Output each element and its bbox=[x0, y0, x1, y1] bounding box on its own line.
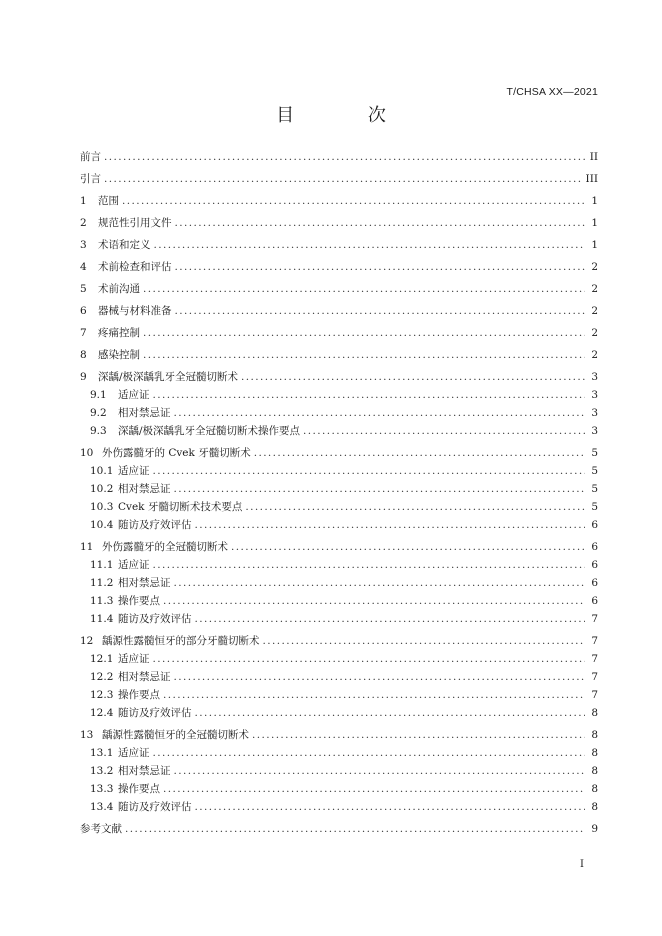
toc-entry-label bbox=[90, 592, 160, 610]
toc-entry-title: 术前沟通 bbox=[98, 283, 140, 295]
toc-entry-number: 9.3 bbox=[90, 425, 107, 437]
toc-entry-label bbox=[80, 538, 228, 556]
toc-entry-page: 5 bbox=[591, 501, 598, 513]
toc-entry-title: 随访及疗效评估 bbox=[118, 707, 192, 719]
toc-entry-title: 术前检查和评估 bbox=[98, 261, 172, 273]
toc-entry-label bbox=[80, 302, 172, 320]
toc-entry-page: 8 bbox=[591, 747, 598, 759]
toc-entry[interactable] bbox=[80, 258, 598, 276]
toc-entry-title: 外伤露髓牙的全冠髓切断术 bbox=[102, 541, 228, 553]
toc-entry-page: 2 bbox=[591, 283, 598, 295]
toc-entry[interactable] bbox=[80, 574, 598, 592]
toc-entry-label bbox=[80, 444, 251, 462]
toc-entry[interactable] bbox=[80, 192, 598, 210]
table-of-contents bbox=[80, 148, 598, 838]
toc-entry-title: 龋源性露髓恒牙的部分牙髓切断术 bbox=[102, 635, 260, 647]
toc-entry-label bbox=[80, 820, 122, 838]
toc-entry-page: 8 bbox=[591, 801, 598, 813]
toc-entry-label bbox=[90, 404, 171, 422]
toc-entry-page: 7 bbox=[591, 653, 598, 665]
toc-entry-label bbox=[80, 214, 172, 232]
toc-entry-label bbox=[80, 726, 249, 744]
toc-entry-page: 3 bbox=[591, 425, 598, 437]
toc-entry[interactable] bbox=[80, 236, 598, 254]
dot-leader bbox=[195, 610, 586, 628]
toc-entry-number: 12.1 bbox=[90, 653, 114, 665]
toc-entry-title: 龋源性露髓恒牙的全冠髓切断术 bbox=[102, 729, 249, 741]
toc-entry-page: 5 bbox=[591, 465, 598, 477]
toc-entry-label bbox=[80, 236, 151, 254]
dot-leader bbox=[163, 780, 585, 798]
dot-leader bbox=[153, 462, 586, 480]
page-title: 目 次 bbox=[276, 105, 420, 126]
toc-entry[interactable] bbox=[80, 556, 598, 574]
toc-entry-number: 13.2 bbox=[90, 765, 114, 777]
toc-entry[interactable] bbox=[80, 170, 598, 188]
toc-entry[interactable] bbox=[80, 516, 598, 534]
toc-entry-label bbox=[90, 650, 150, 668]
dot-leader bbox=[195, 516, 586, 534]
toc-entry-title: 术语和定义 bbox=[98, 239, 151, 251]
toc-entry-page: III bbox=[585, 173, 598, 185]
toc-entry-title: 相对禁忌证 bbox=[118, 407, 171, 419]
toc-entry[interactable] bbox=[80, 762, 598, 780]
toc-entry-title: 适应证 bbox=[118, 389, 150, 401]
dot-leader bbox=[163, 592, 585, 610]
dot-leader bbox=[241, 368, 585, 386]
toc-entry-number: 11.4 bbox=[90, 613, 114, 625]
toc-entry-number: 2 bbox=[80, 217, 87, 229]
toc-entry[interactable] bbox=[80, 704, 598, 722]
toc-entry-page: 1 bbox=[591, 239, 598, 251]
toc-entry-number: 10.3 bbox=[90, 501, 114, 513]
toc-entry[interactable] bbox=[80, 368, 598, 386]
dot-leader bbox=[263, 632, 586, 650]
toc-entry[interactable] bbox=[80, 686, 598, 704]
toc-entry-number: 9.1 bbox=[90, 389, 107, 401]
toc-entry[interactable] bbox=[80, 480, 598, 498]
toc-entry-page: 3 bbox=[591, 407, 598, 419]
dot-leader bbox=[153, 744, 586, 762]
toc-entry-title: 深龋/极深龋乳牙全冠髓切断术操作要点 bbox=[118, 425, 301, 437]
toc-entry-title: Cvek 牙髓切断术技术要点 bbox=[118, 501, 243, 513]
toc-entry-page: 7 bbox=[591, 635, 598, 647]
toc-entry-page: 5 bbox=[591, 483, 598, 495]
toc-entry-title: 相对禁忌证 bbox=[118, 671, 171, 683]
toc-entry-number: 10.4 bbox=[90, 519, 114, 531]
toc-entry-number: 9.2 bbox=[90, 407, 107, 419]
toc-entry[interactable] bbox=[80, 820, 598, 838]
dot-leader bbox=[153, 650, 586, 668]
toc-entry[interactable] bbox=[80, 214, 598, 232]
toc-entry-page: 6 bbox=[591, 559, 598, 571]
toc-entry-title: 随访及疗效评估 bbox=[118, 519, 192, 531]
toc-entry-label bbox=[90, 744, 150, 762]
toc-entry-title: 疼痛控制 bbox=[98, 327, 140, 339]
toc-entry-label bbox=[90, 780, 160, 798]
dot-leader bbox=[154, 236, 586, 254]
toc-entry-title: 操作要点 bbox=[118, 595, 160, 607]
toc-entry-number: 4 bbox=[80, 261, 87, 273]
toc-entry-title: 适应证 bbox=[118, 653, 150, 665]
toc-entry-number: 5 bbox=[80, 283, 87, 295]
toc-entry-title: 适应证 bbox=[118, 465, 150, 477]
toc-entry[interactable] bbox=[80, 324, 598, 342]
toc-entry-label bbox=[90, 480, 171, 498]
toc-entry[interactable] bbox=[80, 404, 598, 422]
toc-entry-title: 相对禁忌证 bbox=[118, 577, 171, 589]
dot-leader bbox=[175, 302, 586, 320]
toc-entry-label bbox=[80, 632, 260, 650]
toc-entry-page: II bbox=[589, 151, 598, 163]
toc-entry-page: 7 bbox=[591, 613, 598, 625]
toc-entry[interactable] bbox=[80, 632, 598, 650]
toc-entry[interactable] bbox=[80, 650, 598, 668]
toc-entry-page: 2 bbox=[591, 327, 598, 339]
toc-entry-label bbox=[90, 498, 242, 516]
toc-entry[interactable] bbox=[80, 346, 598, 364]
toc-entry[interactable] bbox=[80, 726, 598, 744]
toc-entry[interactable] bbox=[80, 422, 598, 440]
dot-leader bbox=[143, 324, 585, 342]
toc-entry-page: 7 bbox=[591, 689, 598, 701]
dot-leader bbox=[174, 404, 586, 422]
toc-entry-number: 11.3 bbox=[90, 595, 114, 607]
toc-entry-number: 11.1 bbox=[90, 559, 114, 571]
toc-entry-label bbox=[90, 704, 192, 722]
dot-leader bbox=[231, 538, 585, 556]
dot-leader bbox=[143, 346, 585, 364]
toc-entry-title: 操作要点 bbox=[118, 689, 160, 701]
toc-entry[interactable] bbox=[80, 798, 598, 816]
dot-leader bbox=[143, 280, 585, 298]
toc-entry-page: 3 bbox=[591, 389, 598, 401]
toc-entry[interactable] bbox=[80, 610, 598, 628]
dot-leader bbox=[175, 258, 586, 276]
toc-entry-label bbox=[80, 280, 140, 298]
toc-entry-label bbox=[90, 610, 192, 628]
dot-leader bbox=[174, 574, 586, 592]
toc-entry-label bbox=[80, 368, 238, 386]
toc-entry-title: 随访及疗效评估 bbox=[118, 613, 192, 625]
toc-entry-label bbox=[90, 422, 300, 440]
toc-entry-page: 3 bbox=[591, 371, 598, 383]
dot-leader bbox=[174, 762, 586, 780]
toc-entry-label bbox=[80, 170, 101, 188]
toc-entry-label bbox=[90, 686, 160, 704]
toc-entry-title: 外伤露髓牙的 Cvek 牙髓切断术 bbox=[102, 447, 251, 459]
toc-entry-label bbox=[90, 798, 192, 816]
toc-entry-title: 操作要点 bbox=[118, 783, 160, 795]
toc-entry-title: 随访及疗效评估 bbox=[118, 801, 192, 813]
toc-entry-label bbox=[90, 574, 171, 592]
document-code: T/CHSA XX—2021 bbox=[506, 86, 598, 98]
toc-entry-number: 7 bbox=[80, 327, 87, 339]
toc-entry-title: 器械与材料准备 bbox=[98, 305, 172, 317]
toc-entry-label bbox=[80, 148, 101, 166]
toc-entry-label bbox=[90, 462, 150, 480]
toc-entry-number: 12.3 bbox=[90, 689, 114, 701]
dot-leader bbox=[125, 820, 585, 838]
toc-entry-page: 6 bbox=[591, 595, 598, 607]
toc-entry-number: 10.1 bbox=[90, 465, 114, 477]
toc-entry-page: 2 bbox=[591, 261, 598, 273]
toc-entry[interactable] bbox=[80, 302, 598, 320]
dot-leader bbox=[104, 148, 585, 166]
toc-entry-title: 相对禁忌证 bbox=[118, 483, 171, 495]
dot-leader bbox=[254, 444, 585, 462]
toc-entry-page: 6 bbox=[591, 577, 598, 589]
toc-entry-number: 11.2 bbox=[90, 577, 114, 589]
toc-entry-title: 深龋/极深龋乳牙全冠髓切断术 bbox=[98, 371, 239, 383]
toc-entry-label bbox=[90, 556, 150, 574]
toc-entry[interactable] bbox=[80, 148, 598, 166]
toc-entry[interactable] bbox=[80, 280, 598, 298]
toc-entry[interactable] bbox=[80, 462, 598, 480]
toc-entry-page: 2 bbox=[591, 349, 598, 361]
toc-entry[interactable] bbox=[80, 780, 598, 798]
dot-leader bbox=[104, 170, 583, 188]
toc-entry[interactable] bbox=[80, 668, 598, 686]
dot-leader bbox=[153, 556, 586, 574]
dot-leader bbox=[175, 214, 586, 232]
dot-leader bbox=[153, 386, 586, 404]
toc-entry-title: 感染控制 bbox=[98, 349, 140, 361]
toc-entry[interactable] bbox=[80, 744, 598, 762]
toc-entry-page: 9 bbox=[591, 823, 598, 835]
toc-entry-page: 8 bbox=[591, 783, 598, 795]
toc-entry-title: 前言 bbox=[80, 151, 101, 163]
toc-entry-number: 9 bbox=[80, 371, 87, 383]
toc-entry-number: 13.3 bbox=[90, 783, 114, 795]
toc-entry[interactable] bbox=[80, 386, 598, 404]
dot-leader bbox=[303, 422, 585, 440]
toc-entry-page: 5 bbox=[591, 447, 598, 459]
toc-entry-page: 6 bbox=[591, 541, 598, 553]
toc-entry-number: 12.4 bbox=[90, 707, 114, 719]
dot-leader bbox=[195, 704, 586, 722]
dot-leader bbox=[174, 480, 586, 498]
toc-entry-label bbox=[80, 346, 140, 364]
toc-entry-label bbox=[90, 516, 192, 534]
page-number: I bbox=[580, 859, 584, 870]
toc-entry-number: 8 bbox=[80, 349, 87, 361]
toc-entry-title: 引言 bbox=[80, 173, 101, 185]
toc-entry-number: 11 bbox=[80, 541, 94, 553]
toc-entry-number: 3 bbox=[80, 239, 87, 251]
toc-entry[interactable] bbox=[80, 592, 598, 610]
dot-leader bbox=[174, 668, 586, 686]
toc-entry-page: 6 bbox=[591, 519, 598, 531]
toc-entry-number: 12 bbox=[80, 635, 94, 647]
toc-entry[interactable] bbox=[80, 444, 598, 462]
toc-entry-number: 12.2 bbox=[90, 671, 114, 683]
dot-leader bbox=[163, 686, 585, 704]
toc-entry-number: 13.4 bbox=[90, 801, 114, 813]
toc-entry-number: 6 bbox=[80, 305, 87, 317]
dot-leader bbox=[122, 192, 585, 210]
toc-entry-page: 1 bbox=[591, 217, 598, 229]
toc-entry-label bbox=[90, 386, 150, 404]
dot-leader bbox=[195, 798, 586, 816]
toc-entry-number: 10.2 bbox=[90, 483, 114, 495]
toc-entry-page: 2 bbox=[591, 305, 598, 317]
toc-entry-number: 10 bbox=[80, 447, 94, 459]
dot-leader bbox=[252, 726, 585, 744]
toc-entry-label bbox=[80, 258, 172, 276]
toc-entry[interactable] bbox=[80, 538, 598, 556]
toc-entry-page: 7 bbox=[591, 671, 598, 683]
toc-entry-title: 相对禁忌证 bbox=[118, 765, 171, 777]
dot-leader bbox=[245, 498, 585, 516]
toc-entry[interactable] bbox=[80, 498, 598, 516]
toc-entry-page: 8 bbox=[591, 765, 598, 777]
toc-entry-number: 1 bbox=[80, 195, 87, 207]
toc-entry-title: 参考文献 bbox=[80, 823, 122, 835]
toc-entry-title: 适应证 bbox=[118, 559, 150, 571]
toc-entry-page: 8 bbox=[591, 707, 598, 719]
toc-entry-page: 1 bbox=[591, 195, 598, 207]
toc-entry-number: 13 bbox=[80, 729, 94, 741]
toc-entry-title: 范围 bbox=[98, 195, 119, 207]
toc-entry-number: 13.1 bbox=[90, 747, 114, 759]
toc-entry-page: 8 bbox=[591, 729, 598, 741]
toc-entry-label bbox=[90, 668, 171, 686]
toc-entry-title: 规范性引用文件 bbox=[98, 217, 172, 229]
toc-entry-label bbox=[80, 324, 140, 342]
toc-entry-label bbox=[90, 762, 171, 780]
toc-entry-title: 适应证 bbox=[118, 747, 150, 759]
toc-entry-label bbox=[80, 192, 119, 210]
